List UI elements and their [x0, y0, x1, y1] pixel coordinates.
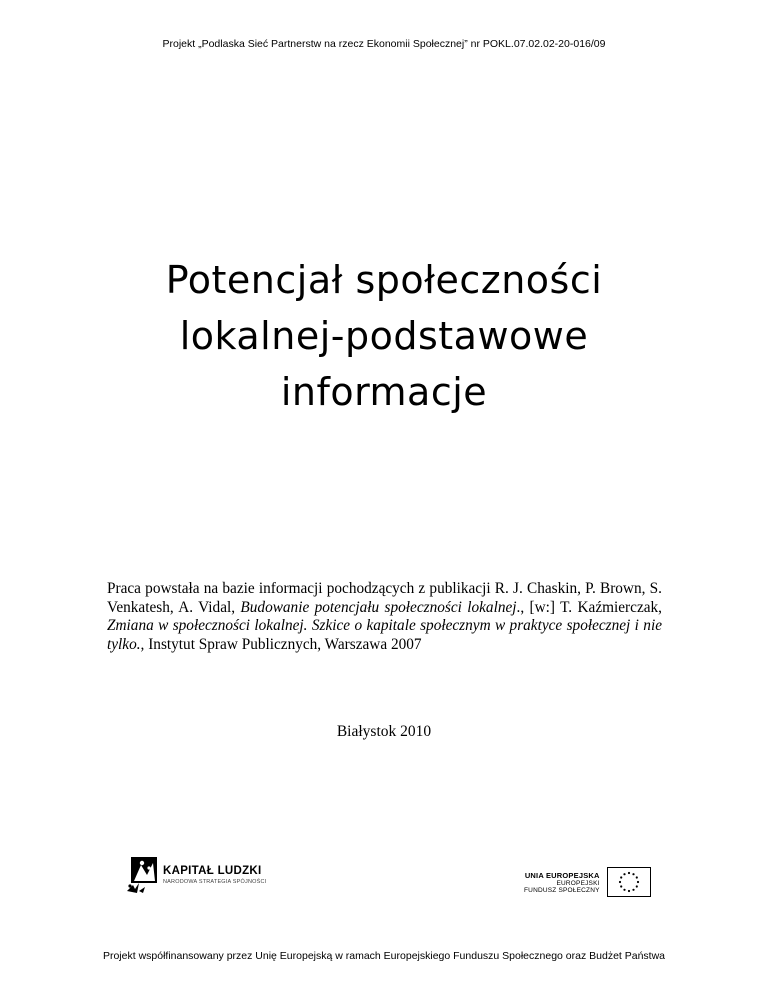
kapital-ludzki-emblem-icon — [125, 855, 159, 895]
kapital-ludzki-name: KAPITAŁ LUDZKI — [163, 865, 262, 877]
kapital-ludzki-logo — [125, 855, 266, 895]
eu-star-icon — [623, 889, 625, 891]
eu-fund-line-1: EUROPEJSKI — [556, 879, 600, 887]
eu-star-icon — [632, 889, 634, 891]
kapital-ludzki-subtitle: NARODOWA STRATEGIA SPÓJNOŚCI — [163, 879, 267, 885]
eu-star-icon — [619, 881, 621, 883]
eu-star-icon — [628, 872, 630, 874]
eu-star-icon — [620, 885, 622, 887]
eu-star-icon — [620, 876, 622, 878]
document-title — [100, 252, 668, 420]
page-header: Projekt „Podlaska Sieć Partnerstw na rzecz Ekonomii Społecznej” nr POKL.07.02.02-20-016/09 — [162, 38, 606, 50]
eu-fund-line-2: FUNDUSZ SPOŁECZNY — [524, 886, 600, 894]
eu-name: UNIA EUROPEJSKA — [524, 870, 600, 880]
eu-efs-logo — [524, 867, 651, 897]
eu-star-icon — [632, 873, 634, 875]
source-text-2: ., [w:] T. Kaźmierczak, — [516, 598, 662, 616]
page-footer: Projekt współfinansowany przez Unię Europejską w ramach Europejskiego Funduszu Społecznego oraz Budżet Państwa — [102, 950, 666, 962]
eu-star-icon — [635, 876, 637, 878]
title-line-2: lokalnej-podstawowe — [179, 314, 589, 358]
eu-star-icon — [637, 881, 639, 883]
eu-flag-icon — [607, 867, 651, 897]
title-line-1: Potencjał społeczności — [165, 258, 603, 302]
place-date: Białystok 2010 — [336, 723, 432, 740]
eu-star-icon — [623, 873, 625, 875]
source-text-3: Instytut Spraw Publicznych, Warszawa 2007 — [144, 635, 422, 653]
source-text-1: Praca powstała na bazie informacji pochodzących z publikacji R. J. Chaskin, P. Brown, S. Venkatesh, A. Vidal, — [107, 580, 662, 616]
source-note — [107, 580, 662, 654]
eu-star-icon — [628, 890, 630, 892]
eu-star-icon — [635, 885, 637, 887]
title-line-3: informacje — [280, 370, 488, 414]
source-publication-title: Budowanie potencjału społeczności lokalnej — [240, 598, 517, 616]
source-book-title: Zmiana w społeczności lokalnej. Szkice o kapitale społecznym w praktyce społecznej i nie tylko., — [107, 617, 662, 653]
